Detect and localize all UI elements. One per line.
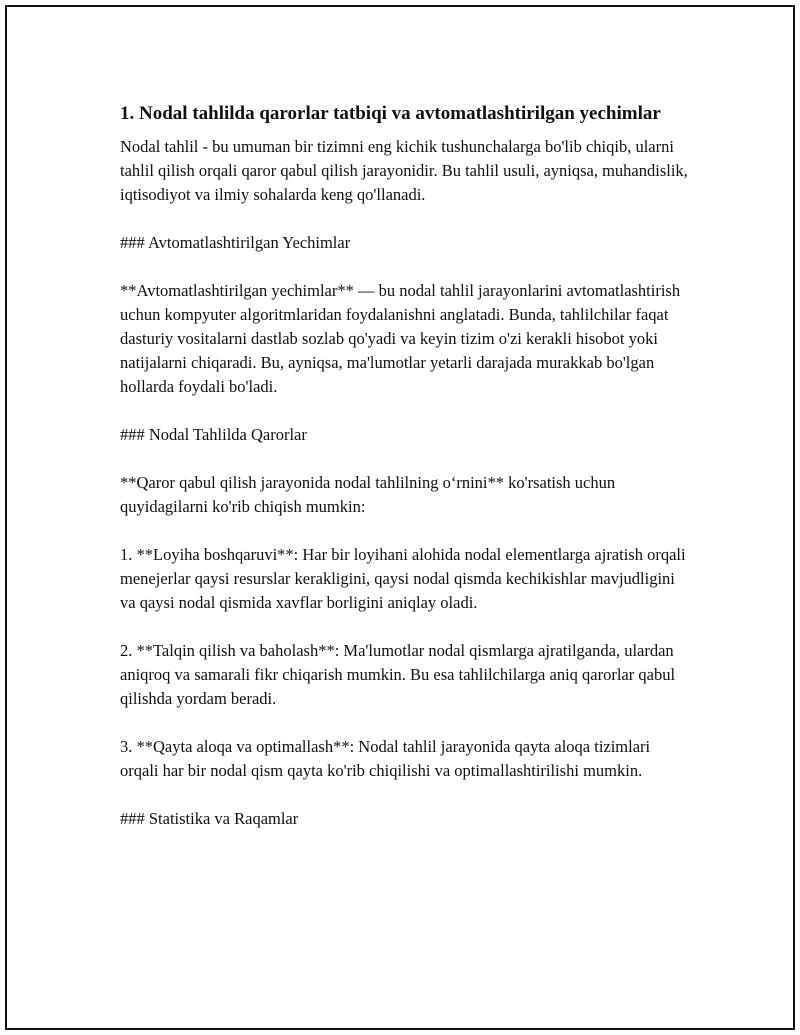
list-item-1: 1. **Loyiha boshqaruvi**: Har bir loyihani alohida nodal elementlarga ajratish orqali menejerlar qaysi resurslar kerakligini, qaysi nodal qismda kechikishlar mavjudligini va qaysi nodal qismida xavflar borligini aniqlay oladi. bbox=[120, 545, 686, 612]
decision-intro-paragraph: **Qaror qabul qilish jarayonida nodal tahlilning o‘rnini** ko'rsatish uchun quyidagilarni ko'rib chiqish mumkin: bbox=[120, 473, 616, 516]
heading-nodal-tahlilda-qarorlar: ### Nodal Tahlilda Qarorlar bbox=[120, 425, 307, 444]
intro-paragraph: Nodal tahlil - bu umuman bir tizimni eng kichik tushunchalarga bo'lib chiqib, ularni tahlil qilish orqali qaror qabul qilish jarayonidir. Bu tahlil usuli, ayniqsa, muhandislik, iqtisodiyot va ilmiy sohalarda keng qo'llanadi. bbox=[120, 137, 688, 204]
document-body bbox=[120, 101, 690, 855]
heading-statistika-va-raqamlar: ### Statistika va Raqamlar bbox=[120, 809, 299, 828]
list-item-3: 3. **Qayta aloqa va optimallash**: Nodal tahlil jarayonida qayta aloqa tizimlari orqali har bir nodal qism qayta ko'rib chiqilishi va optimallashtirilishi mumkin. bbox=[120, 737, 651, 780]
list-item-2: 2. **Talqin qilish va baholash**: Ma'lumotlar nodal qismlarga ajratilganda, ulardan aniqroq va samarali fikr chiqarish mumkin. Bu esa tahlilchilarga aniq qarorlar qabul qilishda yordam beradi. bbox=[120, 641, 676, 708]
page-frame bbox=[5, 5, 795, 1030]
heading-avtomatlashtirilgan-yechimlar: ### Avtomatlashtirilgan Yechimlar bbox=[120, 233, 351, 252]
document-title: 1. Nodal tahlilda qarorlar tatbiqi va avtomatlashtirilgan yechimlar bbox=[120, 103, 661, 124]
automated-solutions-paragraph: **Avtomatlashtirilgan yechimlar** — bu nodal tahlil jarayonlarini avtomatlashtirish uchun kompyuter algoritmlaridan foydalanishni anglatadi. Bunda, tahlilchilar faqat dasturiy vositalarni dastlab sozlab qo'yadi va keyin tizim o'zi kerakli hisobot yoki natijalarni chiqaradi. Bu, ayniqsa, ma'lumotlar yetarli darajada murakkab bo'lgan hollarda foydali bo'ladi. bbox=[120, 281, 681, 396]
